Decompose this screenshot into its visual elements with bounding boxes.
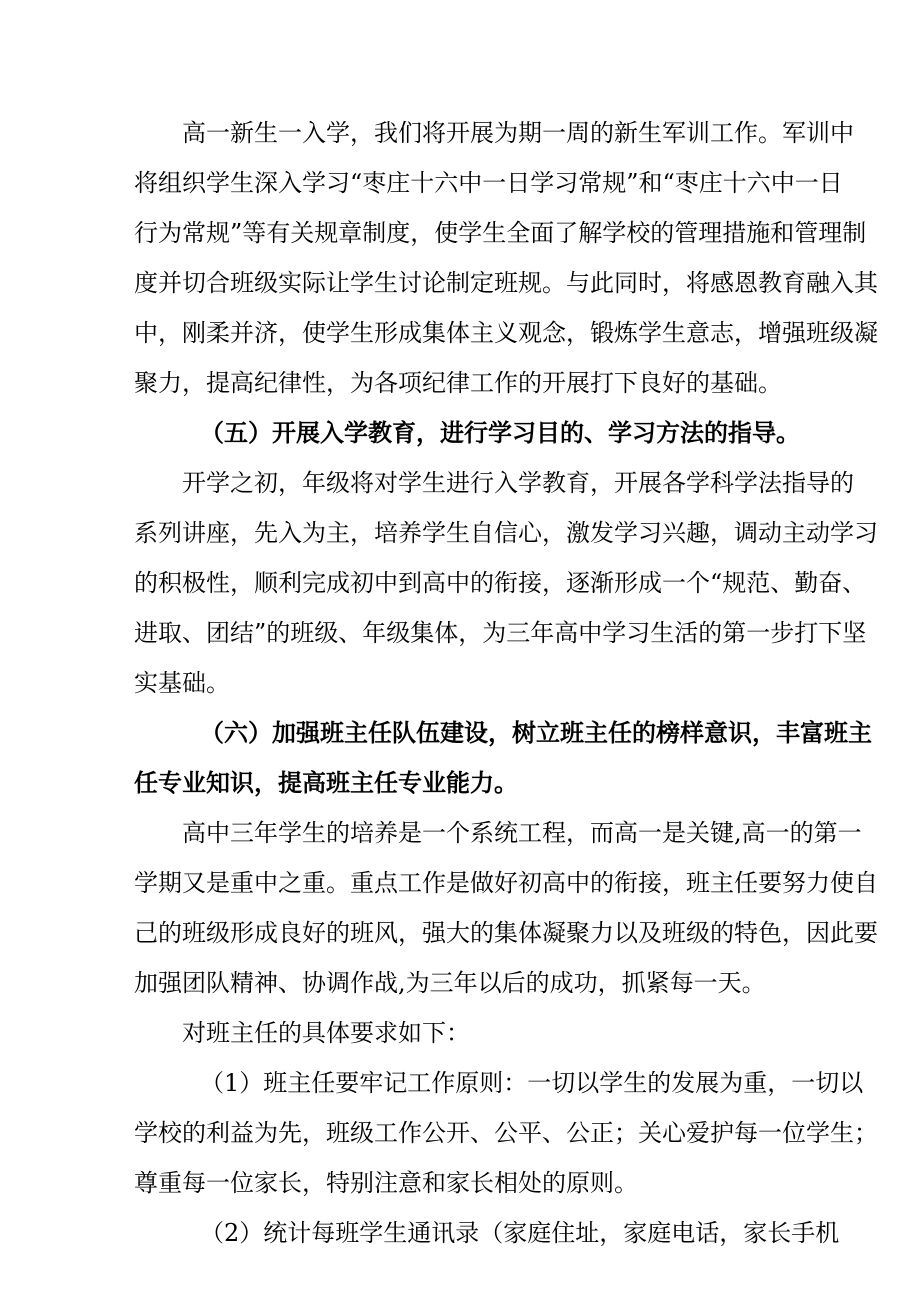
paragraph-enrollment-education-line-4: 进取、团结”的班级、年级集体，为三年高中学习生活的第一步打下坚	[134, 619, 867, 647]
paragraph-military-training-line-3: 行为常规”等有关规章制度，使学生全面了解学校的管理措施和管理制	[134, 219, 867, 247]
paragraph-system-engineering-line-2: 学期又是重中之重。重点工作是做好初高中的衔接，班主任要努力使自	[134, 869, 878, 897]
paragraph-system-engineering-line-1: 高中三年学生的培养是一个系统工程，而高一是关键,高一的第一	[182, 819, 862, 847]
paragraph-system-engineering-line-4: 加强团队精神、协调作战,为三年以后的成功，抓紧每一天。	[134, 969, 766, 997]
paragraph-military-training-line-5: 中，刚柔并济，使学生形成集体主义观念，锻炼学生意志，增强班级凝	[134, 319, 878, 347]
section-heading-six-line-2: 任专业知识，提高班主任专业能力。	[134, 768, 518, 797]
paragraph-enrollment-education-line-1: 开学之初，年级将对学生进行入学教育，开展各学科学法指导的	[182, 469, 854, 497]
requirement-1-line-1: （1）班主任要牢记工作原则：一切以学生的发展为重，一切以	[200, 1069, 864, 1097]
section-heading-five: （五）开展入学教育，进行学习目的、学习方法的指导。	[200, 418, 800, 447]
requirement-1-line-2: 学校的利益为先，班级工作公开、公平、公正；关心爱护每一位学生；	[134, 1119, 878, 1147]
paragraph-enrollment-education-line-2: 系列讲座，先入为主，培养学生自信心，激发学习兴趣，调动主动学习	[134, 519, 878, 547]
paragraph-military-training-line-4: 度并切合班级实际让学生讨论制定班规。与此同时，将感恩教育融入其	[134, 269, 878, 297]
paragraph-system-engineering-line-3: 己的班级形成良好的班风，强大的集体凝聚力以及班级的特色，因此要	[134, 919, 878, 947]
paragraph-enrollment-education-line-5: 实基础。	[134, 669, 230, 697]
section-heading-six-line-1: （六）加强班主任队伍建设，树立班主任的榜样意识，丰富班主	[200, 718, 872, 747]
requirement-1-line-3: 尊重每一位家长，特别注意和家长相处的原则。	[134, 1169, 638, 1197]
paragraph-military-training-line-2: 将组织学生深入学习“枣庄十六中一日学习常规”和“枣庄十六中一日	[134, 169, 843, 197]
paragraph-enrollment-education-line-3: 的积极性，顺利完成初中到高中的衔接，逐渐形成一个“规范、勤奋、	[134, 569, 867, 597]
paragraph-military-training-line-1: 高一新生一入学，我们将开展为期一周的新生军训工作。军训中	[182, 119, 854, 147]
requirement-2-line-1: （2）统计每班学生通讯录（家庭住址，家庭电话，家长手机	[200, 1219, 840, 1247]
paragraph-military-training-line-6: 聚力，提高纪律性，为各项纪律工作的开展打下良好的基础。	[134, 369, 782, 397]
requirements-intro: 对班主任的具体要求如下：	[182, 1019, 470, 1047]
